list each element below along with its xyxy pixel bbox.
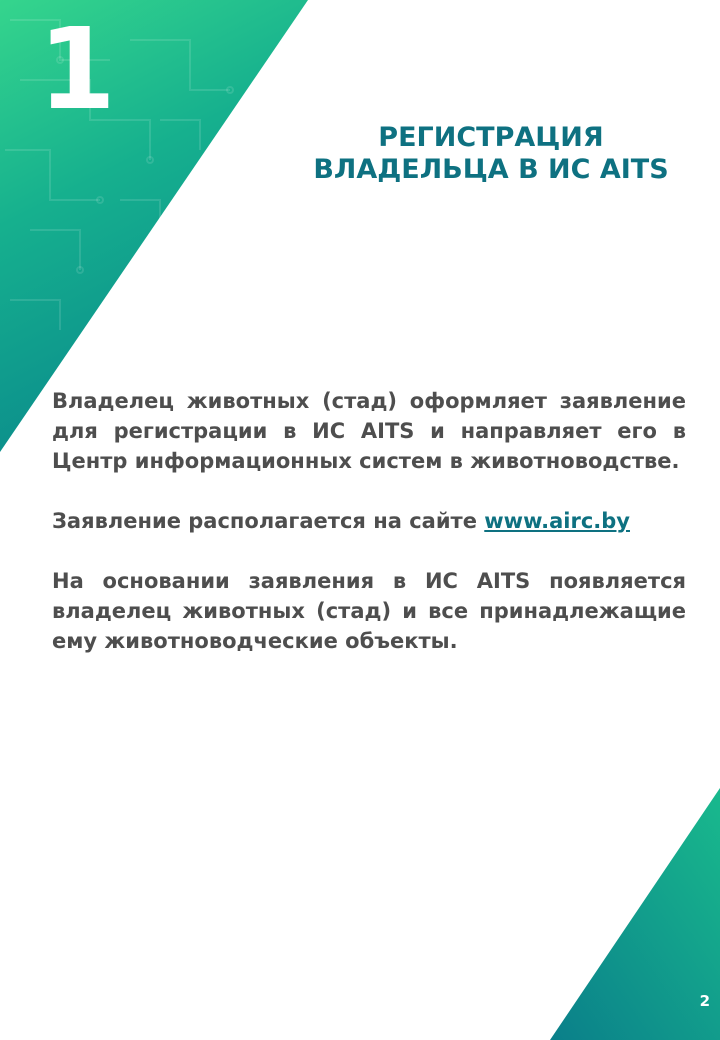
paragraph-owner-appears: На основании заявления в ИС AITS появляется владелец животных (стад) и все принадлежащие ему животноводческие объекты. xyxy=(52,569,686,653)
paragraph-application-site xyxy=(52,506,686,536)
airc-website-link[interactable]: www.airc.by xyxy=(484,509,630,533)
paragraph-registration: Владелец животных (стад) оформляет заявление для регистрации в ИС AITS и направляет его в Центр информационных систем в животноводстве. xyxy=(52,389,686,473)
paragraph-application-prefix: Заявление располагается на сайте xyxy=(52,509,485,533)
bottom-right-triangle xyxy=(550,788,720,1040)
section-number: 1 xyxy=(38,5,112,135)
title-line-2: ВЛАДЕЛЬЦА В ИС AITS xyxy=(313,154,669,185)
page-number: 2 xyxy=(699,992,710,1010)
body-text xyxy=(52,386,686,656)
title-line-1: РЕГИСТРАЦИЯ xyxy=(378,122,604,153)
slide-title xyxy=(300,122,682,186)
